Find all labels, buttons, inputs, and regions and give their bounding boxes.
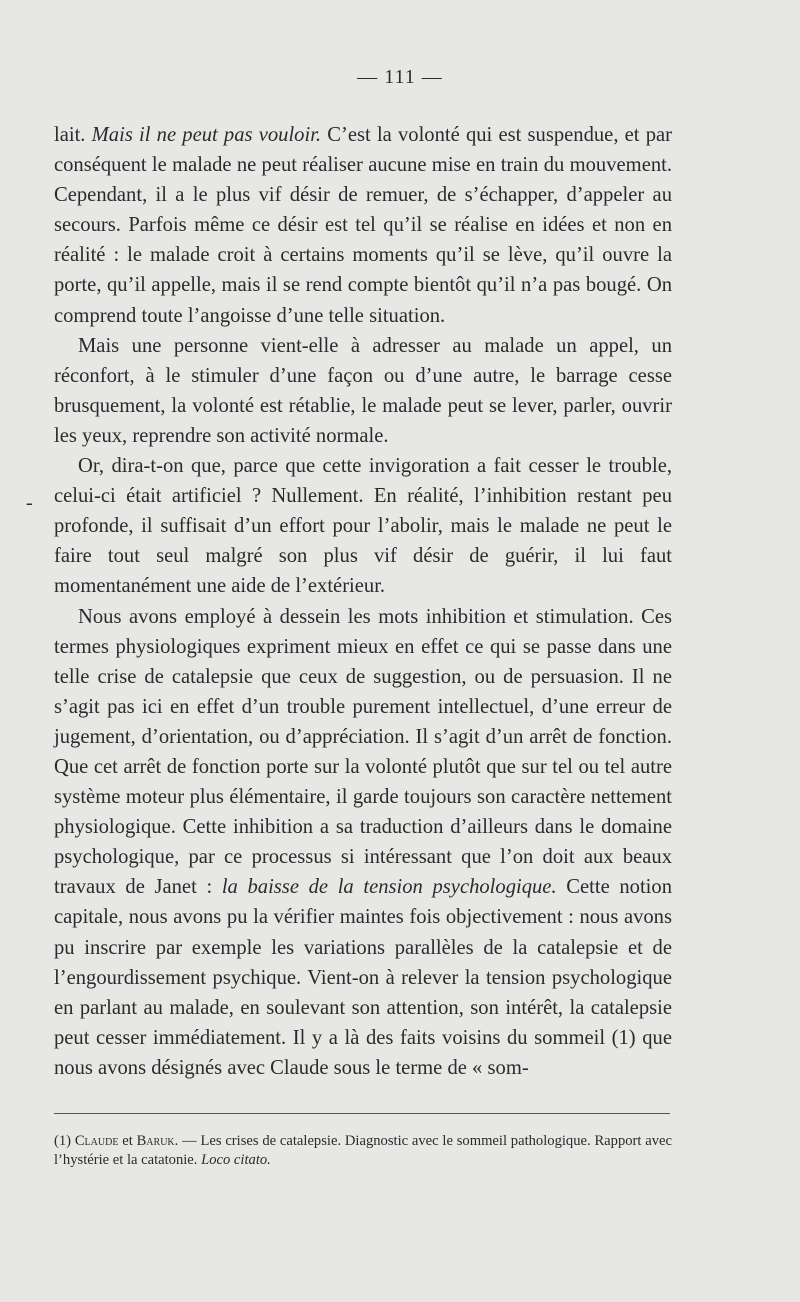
- paragraph-4-start: Nous avons employé à dessein les mots inhibition et stimulation. Ces termes physiologiques expriment mieux en effet ce qui se passe dans une telle crise de catalepsie que ceux de suggestion, ou de persuasion. Il ne s’agit pas ici en effet d’un trouble purement intellectuel, d’une erreur de jugement, d’orientation, ou d’appréciation. Il s’agit d’un arrêt de fonction. Que cet arrêt de fonction porte sur la volonté plutôt que sur tel ou tel autre système moteur plus élémentaire, il garde toujours son caractère nettement physiologique. Cette inhibition a sa traduction d’ailleurs dans le domaine psychologique, par ce processus si intéressant que l’on doit aux beaux travaux de Janet :: [54, 605, 672, 899]
- paragraph-3: Or, dira-t-on que, parce que cette invigoration a fait cesser le trouble, celui-ci était artificiel ? Nullement. En réalité, l’inhibition restant peu profonde, il suffisait d’un effort pour l’abolir, mais le malade ne peut le faire tout seul malgré son plus vif désir de guérir, il lui faut momentanément une aide de l’extérieur.: [54, 455, 672, 598]
- footnote-author-2: Baruk: [136, 1133, 175, 1149]
- paragraph-1-start: lait.: [54, 124, 92, 146]
- footnote-text: . — Les crises de catalepsie. Diagnostic avec le sommeil pathologique. Rapport avec l’hystérie et la catatonie.: [54, 1133, 672, 1168]
- footnote-reference: Loco citato.: [201, 1152, 271, 1168]
- body-text: [54, 120, 672, 1083]
- footnote-number: (1): [54, 1133, 75, 1149]
- paragraph-1: [54, 120, 672, 331]
- footnote-divider: [54, 1113, 670, 1114]
- footnote-author-1: Claude: [74, 1133, 119, 1149]
- paragraph-4: [54, 602, 672, 1084]
- paragraph-2: Mais une personne vient-elle à adresser au malade un appel, un réconfort, à le stimuler d’une façon ou d’une autre, le barrage cesse brusquement, la volonté est rétablie, le malade peut se lever, parler, ouvrir les yeux, reprendre son activité normale.: [54, 334, 672, 447]
- footnote-conjunction: et: [118, 1133, 137, 1149]
- footnote: [54, 1132, 672, 1170]
- paragraph-1-italic: Mais il ne peut pas vouloir.: [91, 124, 322, 146]
- paragraph-4-italic: la baisse de la tension psychologique.: [221, 876, 557, 899]
- paragraph-1-rest: C’est la volonté qui est suspendue, et par conséquent le malade ne peut réaliser aucune mise en train du mouvement. Cependant, il a le plus vif désir de remuer, de s’échapper, d’appeler au secours. Parfois même ce désir est tel qu’il se réalise en idées et non en réalité : le malade croit à certains moments qu’il se lève, qu’il ouvre la porte, qu’il appelle, mais il se rend compte bientôt qu’il n’a pas bougé. On comprend toute l’angoisse d’une telle situation.: [54, 124, 672, 327]
- paragraph-4-rest: Cette notion capitale, nous avons pu la vérifier maintes fois objectivement : nous avons pu inscrire par exemple les variations parallèles de la catalepsie et de l’engourdissement psychique. Vient-on à relever la tension psychologique en parlant au malade, en soulevant son attention, son intérêt, la catalepsie peut cesser immédiatement. Il y a là des faits voisins du sommeil (1) que nous avons désignés avec Claude sous le terme de « som-: [54, 876, 672, 1079]
- page-number: — 111 —: [357, 66, 443, 88]
- margin-mark: -: [26, 492, 33, 514]
